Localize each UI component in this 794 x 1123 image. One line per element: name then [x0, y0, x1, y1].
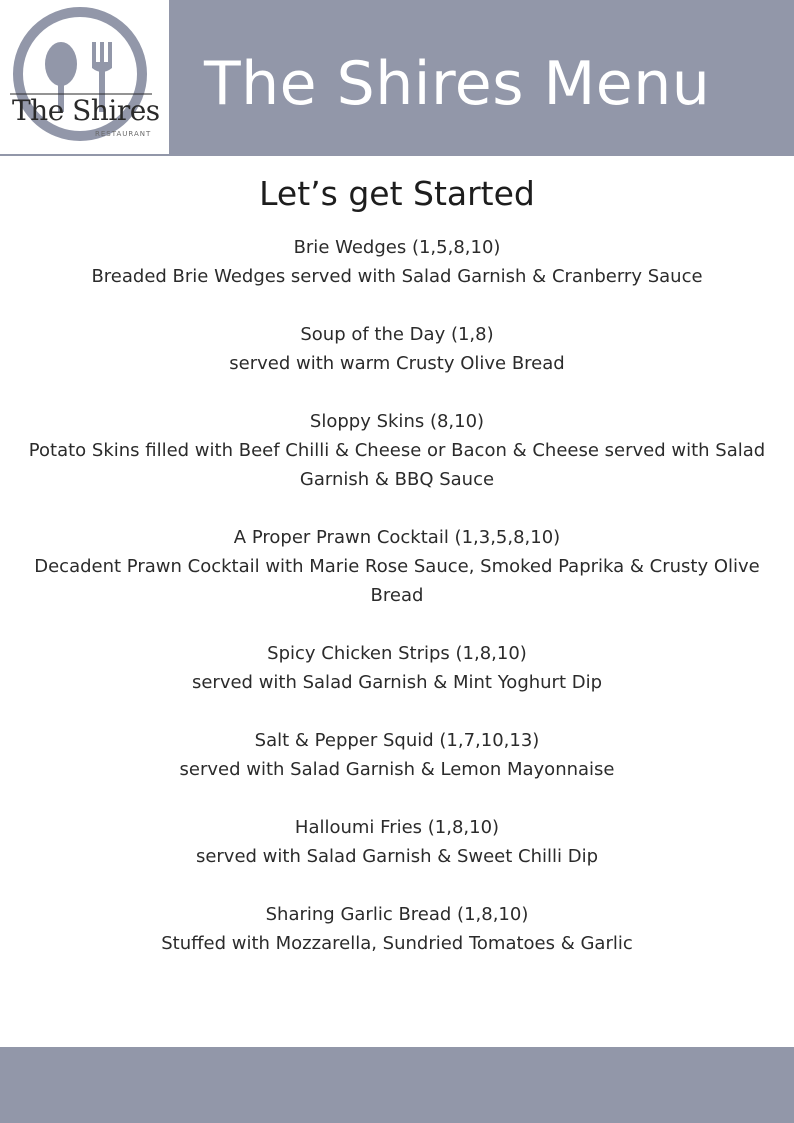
item-name: Brie Wedges (1,5,8,10) — [293, 237, 501, 258]
item-name: Sharing Garlic Bread (1,8,10) — [265, 904, 529, 925]
menu-items — [0, 233, 794, 958]
item-description: Stuffed with Mozzarella, Sundried Tomatoes & Garlic — [161, 933, 633, 954]
logo-name: The Shires — [12, 94, 160, 127]
footer-band — [0, 1047, 794, 1123]
restaurant-logo — [0, 0, 169, 154]
menu-item — [0, 523, 794, 610]
menu-item — [0, 639, 794, 697]
menu-item — [0, 900, 794, 958]
item-name: Halloumi Fries (1,8,10) — [294, 817, 500, 838]
item-name: Spicy Chicken Strips (1,8,10) — [267, 643, 527, 664]
item-description: Breaded Brie Wedges served with Salad Garnish & Cranberry Sauce — [91, 266, 703, 287]
item-description: served with Salad Garnish & Lemon Mayonnaise — [179, 759, 615, 780]
item-description: served with warm Crusty Olive Bread — [229, 353, 565, 374]
logo-subtitle: RESTAURANT — [95, 130, 152, 138]
item-description: Potato Skins filled with Beef Chilli & Cheese or Bacon & Cheese served with Salad Garnish & BBQ Sauce — [28, 440, 766, 490]
menu-item — [0, 320, 794, 378]
menu-item — [0, 233, 794, 291]
item-description: served with Salad Garnish & Sweet Chilli Dip — [195, 846, 599, 867]
item-description: served with Salad Garnish & Mint Yoghurt Dip — [191, 672, 603, 693]
menu-title: The Shires Menu — [204, 49, 711, 119]
item-name: Soup of the Day (1,8) — [300, 324, 494, 345]
item-name: Sloppy Skins (8,10) — [309, 411, 485, 432]
item-name: Salt & Pepper Squid (1,7,10,13) — [254, 730, 540, 751]
item-description: Decadent Prawn Cocktail with Marie Rose Sauce, Smoked Paprika & Crusty Olive Bread — [34, 556, 760, 606]
menu-item — [0, 407, 794, 494]
section-title: Let’s get Started — [259, 174, 535, 213]
menu-item — [0, 726, 794, 784]
item-name: A Proper Prawn Cocktail (1,3,5,8,10) — [233, 527, 561, 548]
menu-item — [0, 813, 794, 871]
